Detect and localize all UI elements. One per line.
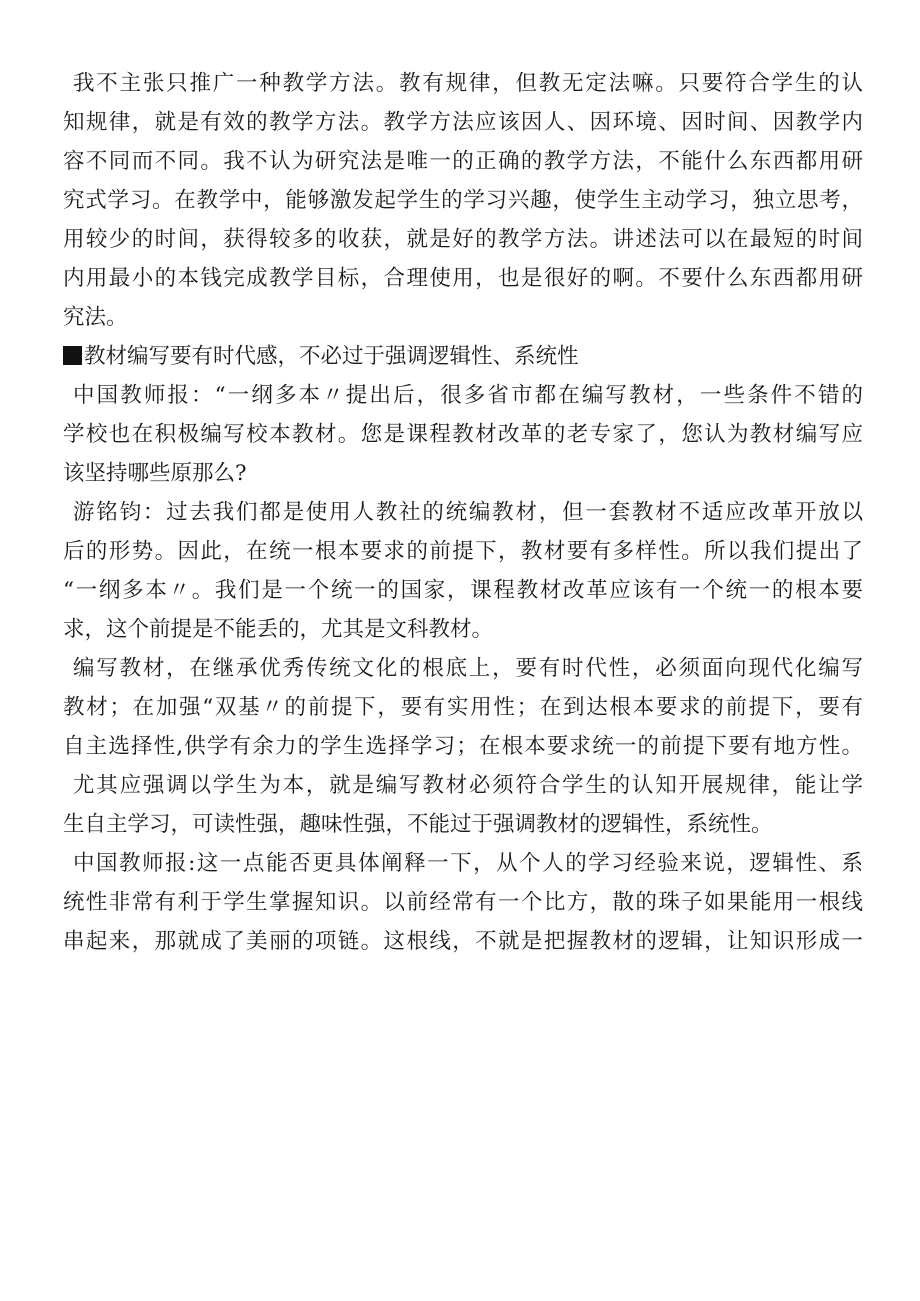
text-line: 究法。 [63, 305, 128, 330]
section-heading [63, 337, 863, 376]
paragraph [63, 766, 863, 844]
text-line: 求，这个前提是不能丢的，尤其是文科教材。 [63, 617, 494, 642]
text-line: 串起来，那就成了美丽的项链。这根线，不就是把握教材的逻辑，让知识形成一 [63, 929, 863, 954]
text-line: 尤其应强调以学生为本，就是编写教材必须符合学生的认知开展规律，能让学 [73, 773, 863, 798]
text-line: 内用最小的本钱完成教学目标，合理使用，也是很好的啊。不要什么东西都用研 [63, 266, 863, 291]
paragraph [63, 493, 863, 649]
text-line: 后的形势。因此，在统一根本要求的前提下，教材要有多样性。所以我们提出了 [63, 539, 863, 564]
text-line: 中国教师报:这一点能否更具体阐释一下，从个人的学习经验来说，逻辑性、系 [73, 851, 863, 876]
text-line: 该坚持哪些原那么? [63, 461, 247, 486]
text-line: 知规律，就是有效的教学方法。教学方法应该因人、因环境、因时间、因教学内 [63, 110, 863, 135]
text-line: 游铭钧：过去我们都是使用人教社的统编教材，但一套教材不适应改革开放以 [73, 500, 863, 525]
section-heading-text: 教材编写要有时代感，不必过于强调逻辑性、系统性 [84, 344, 579, 369]
paragraph [63, 844, 863, 961]
text-line: 生自主学习，可读性强，趣味性强，不能过于强调教材的逻辑性，系统性。 [63, 812, 773, 837]
text-line: 容不同而不同。我不认为研究法是唯一的正确的教学方法，不能什么东西都用研 [63, 149, 863, 174]
text-line: 统性非常有利于学生掌握知识。以前经常有一个比方，散的珠子如果能用一根线 [63, 890, 863, 915]
text-line: 自主选择性,供学有余力的学生选择学习；在根本要求统一的前提下要有地方性。 [63, 734, 863, 759]
black-square-icon [63, 346, 82, 365]
text-line: 编写教材，在继承优秀传统文化的根底上，要有时代性，必须面向现代化编写 [73, 656, 863, 681]
text-line: 教材；在加强“双基〃的前提下，要有实用性；在到达根本要求的前提下，要有 [63, 695, 863, 720]
text-line: 学校也在积极编写校本教材。您是课程教材改革的老专家了，您认为教材编写应 [63, 422, 863, 447]
paragraph [63, 649, 863, 766]
paragraph [63, 376, 863, 493]
text-line: 中国教师报：“一纲多本〃提出后，很多省市都在编写教材，一些条件不错的 [73, 383, 863, 408]
text-line: 究式学习。在教学中，能够激发起学生的学习兴趣，使学生主动学习，独立思考， [63, 188, 863, 213]
paragraph [63, 64, 863, 337]
text-line: “一纲多本〃。我们是一个统一的国家，课程教材改革应该有一个统一的根本要 [63, 578, 863, 603]
document-body [63, 64, 863, 961]
text-line: 用较少的时间，获得较多的收获，就是好的教学方法。讲述法可以在最短的时间 [63, 227, 863, 252]
text-line: 我不主张只推广一种教学方法。教有规律，但教无定法嘛。只要符合学生的认 [73, 71, 863, 96]
